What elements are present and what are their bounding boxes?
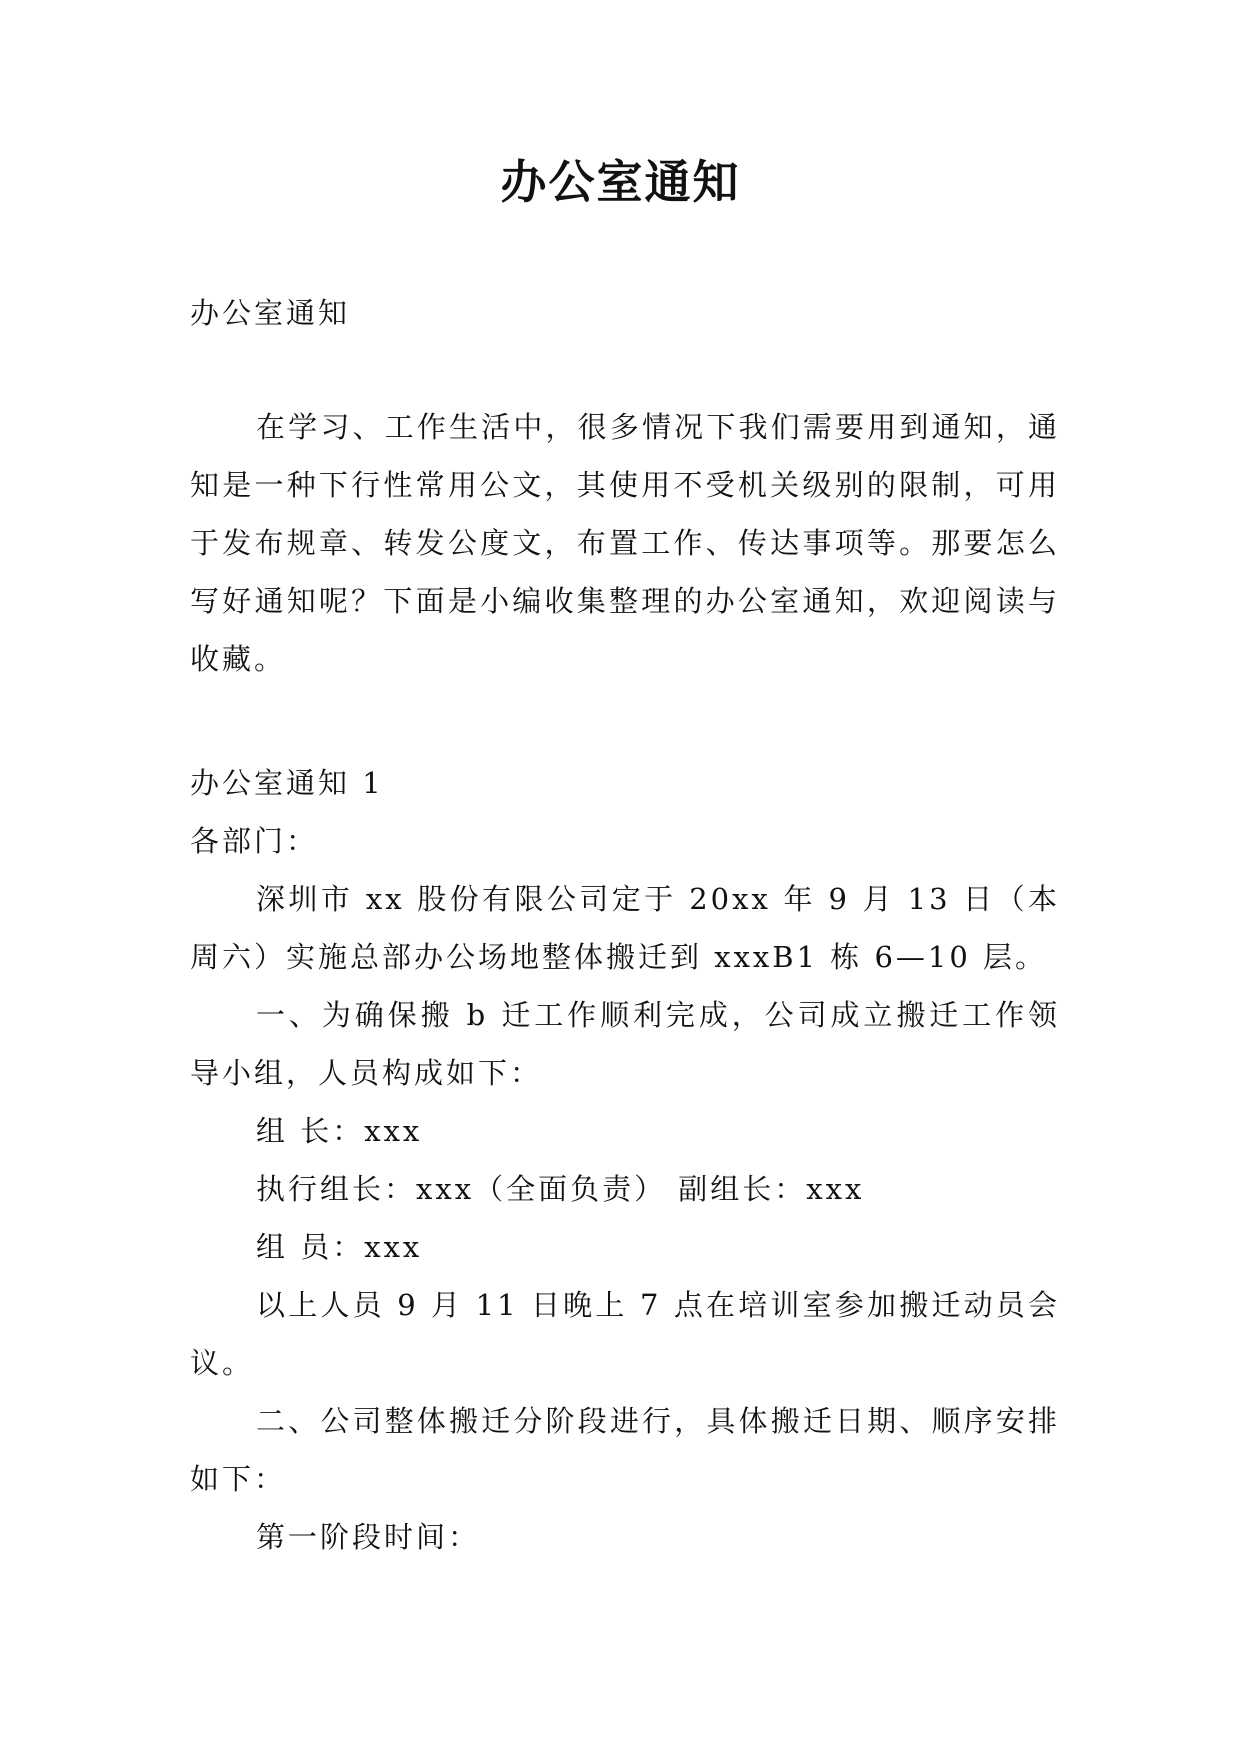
recipient-line: 各部门： — [190, 824, 319, 858]
schedule-paragraph: 二、公司整体搬迁分阶段进行，具体搬迁日期、顺序安排如下： — [190, 1404, 1060, 1496]
document-subtitle: 办公室通知 — [190, 296, 351, 330]
intro-paragraph: 在学习、工作生活中，很多情况下我们需要用到通知，通知是一种下行性常用公文，其使用不受机关级别的限制，可用于发布规章、转发公度文，布置工作、传达事项等。那要怎么写好通知呢？下面是小编收集整理的办公室通知，欢迎阅读与收藏。 — [190, 410, 1060, 676]
section-heading: 办公室通知 1 — [190, 766, 384, 800]
meeting-paragraph: 以上人员 9 月 11 日晚上 7 点在培训室参加搬迁动员会议。 — [190, 1288, 1060, 1380]
document-title: 办公室通知 — [500, 155, 741, 209]
team-paragraph: 一、为确保搬 b 迁工作顺利完成，公司成立搬迁工作领导小组，人员构成如下： — [190, 998, 1060, 1090]
team-members-line: 组 员：xxx — [256, 1230, 423, 1264]
relocation-paragraph: 深圳市 xx 股份有限公司定于 20xx 年 9 月 13 日（本周六）实施总部办公场地整体搬迁到 xxxB1 栋 6—10 层。 — [190, 882, 1060, 974]
phase-one-line: 第一阶段时间： — [256, 1520, 481, 1554]
executive-leader-line: 执行组长：xxx（全面负责） 副组长：xxx — [256, 1172, 865, 1206]
team-leader-line: 组 长：xxx — [256, 1114, 423, 1148]
